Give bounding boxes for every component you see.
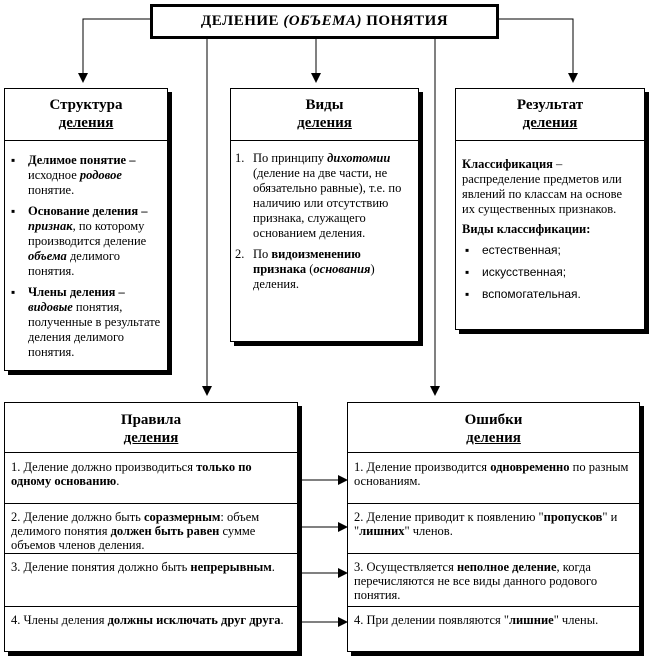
structure-list xyxy=(8,153,161,360)
list-item: ▪ Основание деления – признак, по которому производится деление объема делимого понятия. xyxy=(8,204,161,279)
rule-item-3: 3. Деление понятия должно быть непрерывным. xyxy=(5,553,297,606)
list-item: ▪ Делимое понятие – исходное родовое понятие. xyxy=(8,153,161,198)
list-item: 2. По видоизменению признака (основания) деления. xyxy=(235,247,375,291)
arrow-to-result xyxy=(499,19,573,82)
classification-text: Классификация – распределение предметов или явлений по классам на основе их существенных признаков. xyxy=(462,157,623,216)
rules-box xyxy=(4,402,298,652)
list-item: ▪ естественная; xyxy=(462,243,636,258)
list-item: 1. По принципу дихотомии (деление на две части, не обязательно равные), т.е. по наличию или отсутствию признака, служащего основанием деления. xyxy=(235,151,402,240)
error-item-3: 3. Осуществляется неполное деление, когда перечисляются не все виды данного родового понятия. xyxy=(348,553,639,606)
kinds-box xyxy=(230,88,419,342)
kinds-list xyxy=(233,151,412,292)
error-item-1: 1. Деление производится одновременно по разным основаниям. xyxy=(354,460,629,488)
rule-item-2: 2. Деление должно быть соразмерным: объем делимого понятия должен быть равен сумме объемов членов деления. xyxy=(5,503,297,553)
result-box xyxy=(455,88,645,330)
list-item: ▪ вспомогательная. xyxy=(462,287,636,302)
arrow-to-structure xyxy=(83,19,150,82)
title-post: ПОНЯТИЯ xyxy=(362,13,449,29)
title-pre: ДЕЛЕНИЕ xyxy=(200,13,284,29)
classification-types-heading: Виды классификации: xyxy=(462,222,591,236)
structure-heading: Структура деления xyxy=(5,89,167,141)
rule-item-1: 1. Деление должно производиться только по одному основанию. xyxy=(11,460,252,488)
rules-heading: Правила деления xyxy=(5,403,297,453)
errors-heading: Ошибки деления xyxy=(348,403,639,453)
error-item-4: 4. При делении появляются "лишние" члены. xyxy=(348,606,639,651)
structure-box xyxy=(4,88,168,371)
rule-item-4: 4. Члены деления должны исключать друг друга. xyxy=(5,606,297,651)
result-heading: Результат деления xyxy=(456,89,644,141)
title-italic: (ОБЪЕМА) xyxy=(283,13,362,29)
classification-types-list xyxy=(462,243,636,302)
list-item: ▪ искусственная; xyxy=(462,265,636,280)
kinds-heading: Виды деления xyxy=(231,89,418,141)
title-box xyxy=(150,4,499,39)
errors-box xyxy=(347,402,640,652)
list-item: ▪ Члены деления – видовые понятия, полученные в результате деления делимого понятия. xyxy=(8,285,161,360)
error-item-2: 2. Деление приводит к появлению "пропусков" и "лишних" членов. xyxy=(348,503,639,553)
